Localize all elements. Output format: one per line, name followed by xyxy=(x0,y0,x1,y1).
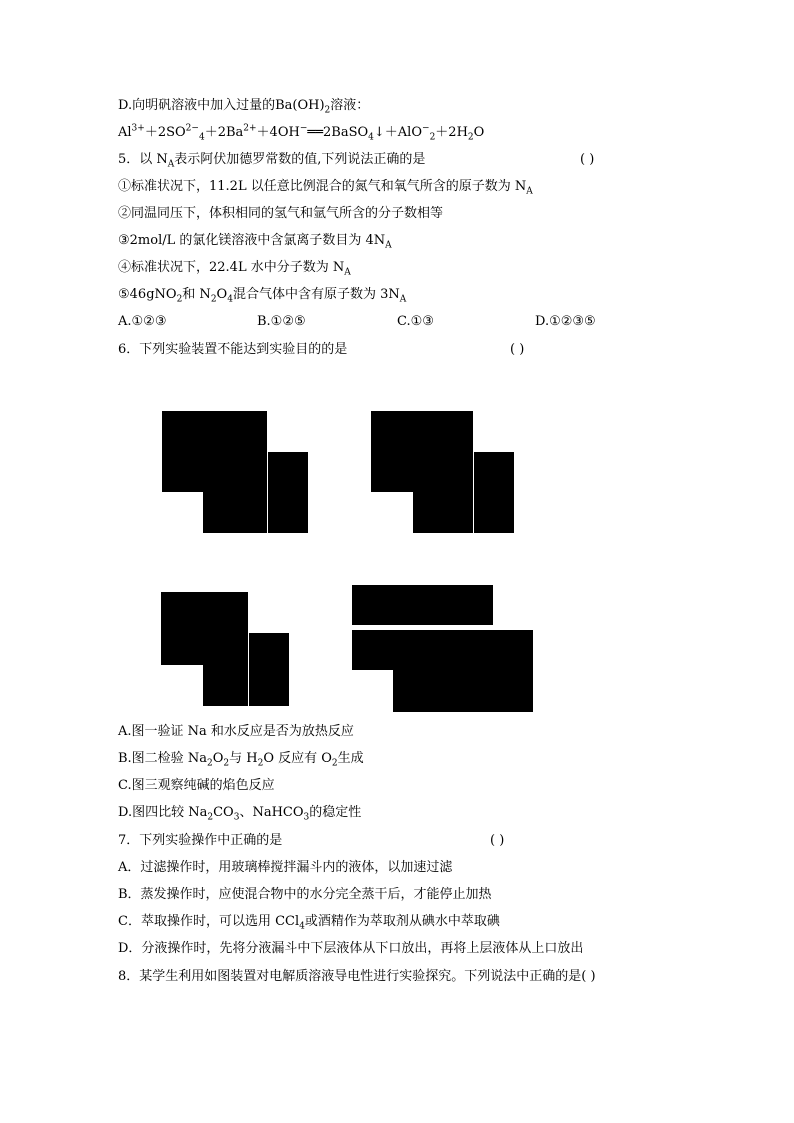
eq-part: ＋2Ba xyxy=(204,125,244,140)
eq-sub: 4 xyxy=(368,132,374,143)
q5-item-text: ④标准状况下，22.4L 水中分子数为 N xyxy=(118,260,345,275)
eq-part: ＋2SO xyxy=(144,125,186,140)
q5-item5-sub: 2 xyxy=(210,294,217,305)
q5-stem-pre: 5．以 N xyxy=(118,152,168,167)
q6-b-text: O 反应有 O xyxy=(263,751,332,766)
q5-item-text: ②同温同压下，体积相同的氢气和氩气所含的分子数相等 xyxy=(118,206,444,221)
figure-4-block xyxy=(352,585,493,625)
figure-2-block xyxy=(371,411,473,492)
q6-b-text: O xyxy=(212,751,224,766)
q5-option-d[interactable]: D.①②③⑤ xyxy=(535,314,596,329)
figure-2-block xyxy=(413,492,473,533)
q5-item5-text: 和 N xyxy=(182,287,211,302)
figure-4-block xyxy=(352,630,533,670)
q7-option-c[interactable] xyxy=(118,913,500,931)
q5-item5-sub: 2 xyxy=(176,294,183,305)
q7-c-text: 或酒精作为萃取剂从碘水中萃取碘 xyxy=(304,914,500,929)
q6-b-sub: 2 xyxy=(223,758,230,769)
eq-sup: 3+ xyxy=(131,123,145,134)
eq-part: ══2BaSO xyxy=(307,125,369,140)
q6-b-sub: 2 xyxy=(257,758,264,769)
eq-part: Al xyxy=(118,125,132,140)
q5-item5-sub: 4 xyxy=(227,294,233,305)
q6-b-text: 生成 xyxy=(337,751,364,766)
q6-b-sub: 2 xyxy=(331,758,338,769)
q4-d-tail: 溶液： xyxy=(330,98,370,113)
q7-option-b[interactable]: B．蒸发操作时，应使混合物中的水分完全蒸干后，才能停止加热 xyxy=(118,887,492,902)
q5-option-a[interactable]: A.①②③ xyxy=(118,314,167,329)
q5-item-4 xyxy=(118,259,351,277)
q5-stem-post: 表示阿伏加德罗常数的值,下列说法正确的是 xyxy=(174,152,426,167)
q4-equation xyxy=(118,124,484,142)
q4-d-sub: 2 xyxy=(324,105,331,116)
q6-option-d[interactable] xyxy=(118,804,361,822)
q6-d-sub: 3 xyxy=(233,812,240,823)
q6-option-c[interactable]: C.图三观察纯碱的焰色反应 xyxy=(118,778,275,793)
q5-item-1 xyxy=(118,178,533,196)
q5-item-text: ①标准状况下，11.2L 以任意比例混合的氮气和氧气所含的原子数为 N xyxy=(118,179,527,194)
eq-part: O xyxy=(473,125,485,140)
q7-c-sub: 4 xyxy=(299,921,305,932)
q5-stem xyxy=(118,151,425,169)
figure-1-block xyxy=(203,492,267,533)
q6-d-text: 、NaHCO xyxy=(239,805,304,820)
q7-option-a[interactable]: A．过滤操作时，用玻璃棒搅拌漏斗内的液体，以加速过滤 xyxy=(118,860,453,875)
q6-d-sub: 3 xyxy=(303,812,310,823)
eq-sup: 2+ xyxy=(243,123,257,134)
q6-d-text: D.图四比较 Na xyxy=(118,805,208,820)
q5-item5-text: ⑤46gNO xyxy=(118,287,177,302)
q7-stem: 7．下列实验操作中正确的是 xyxy=(118,833,283,848)
q8-stem: 8．某学生利用如图装置对电解质溶液导电性进行实验探究。下列说法中正确的是( ) xyxy=(118,969,596,984)
eq-sub: 2 xyxy=(429,132,436,143)
q6-stem: 6．下列实验装置不能达到实验目的的是 xyxy=(118,342,348,357)
q7-c-text: C．萃取操作时，可以选用 CCl xyxy=(118,914,300,929)
eq-sup: − xyxy=(299,123,308,134)
q5-item5-text: O xyxy=(216,287,228,302)
q6-d-text: 的稳定性 xyxy=(309,805,362,820)
figure-3-block xyxy=(161,592,248,665)
q5-option-c[interactable]: C.①③ xyxy=(397,314,434,329)
q5-item-5 xyxy=(118,286,406,304)
figure-2-block xyxy=(474,452,514,533)
q5-item-sub: A xyxy=(344,267,351,278)
eq-part: ↓＋AlO xyxy=(373,125,423,140)
q6-d-text: CO xyxy=(213,805,234,820)
q6-d-sub: 2 xyxy=(207,812,214,823)
q7-answer-paren: ( ) xyxy=(490,833,505,848)
q5-answer-paren: ( ) xyxy=(580,152,595,167)
q4-d-text: D.向明矾溶液中加入过量的Ba(OH) xyxy=(118,98,325,113)
q5-item-sub: A xyxy=(385,240,392,251)
q6-answer-paren: ( ) xyxy=(510,342,525,357)
eq-sub: 2 xyxy=(467,132,474,143)
q7-option-d[interactable]: D．分液操作时，先将分液漏斗中下层液体从下口放出，再将上层液体从上口放出 xyxy=(118,941,584,956)
figure-3-block xyxy=(203,665,248,706)
q6-b-text: B.图二检验 Na xyxy=(118,751,207,766)
q5-item-text: ③2mol/L 的氯化镁溶液中含氯离子数目为 4N xyxy=(118,233,386,248)
eq-part: ＋2H xyxy=(435,125,468,140)
eq-sub: 4 xyxy=(198,132,205,143)
figure-3-block xyxy=(249,633,289,706)
q5-item-2 xyxy=(118,205,443,223)
q6-b-sub: 2 xyxy=(206,758,213,769)
eq-part: ＋4OH xyxy=(256,125,300,140)
q5-item5-text: 混合气体中含有原子数为 3N xyxy=(232,287,400,302)
q5-option-b[interactable]: B.①②⑤ xyxy=(257,314,306,329)
figure-1-block xyxy=(268,452,308,533)
figure-1-block xyxy=(162,411,267,492)
q5-item-3 xyxy=(118,232,392,250)
eq-sup: 2− xyxy=(185,123,199,134)
q6-option-b[interactable] xyxy=(118,750,364,768)
eq-sup: − xyxy=(422,123,430,134)
q4-option-d xyxy=(118,97,369,115)
q6-b-text: 与 H xyxy=(229,751,258,766)
figure-4-block xyxy=(393,670,533,712)
q5-stem-sub: A xyxy=(167,159,175,170)
q6-option-a[interactable]: A.图一验证 Na 和水反应是否为放热反应 xyxy=(118,724,354,739)
q5-item-sub: A xyxy=(526,186,533,197)
q5-item5-sub: A xyxy=(399,294,407,305)
